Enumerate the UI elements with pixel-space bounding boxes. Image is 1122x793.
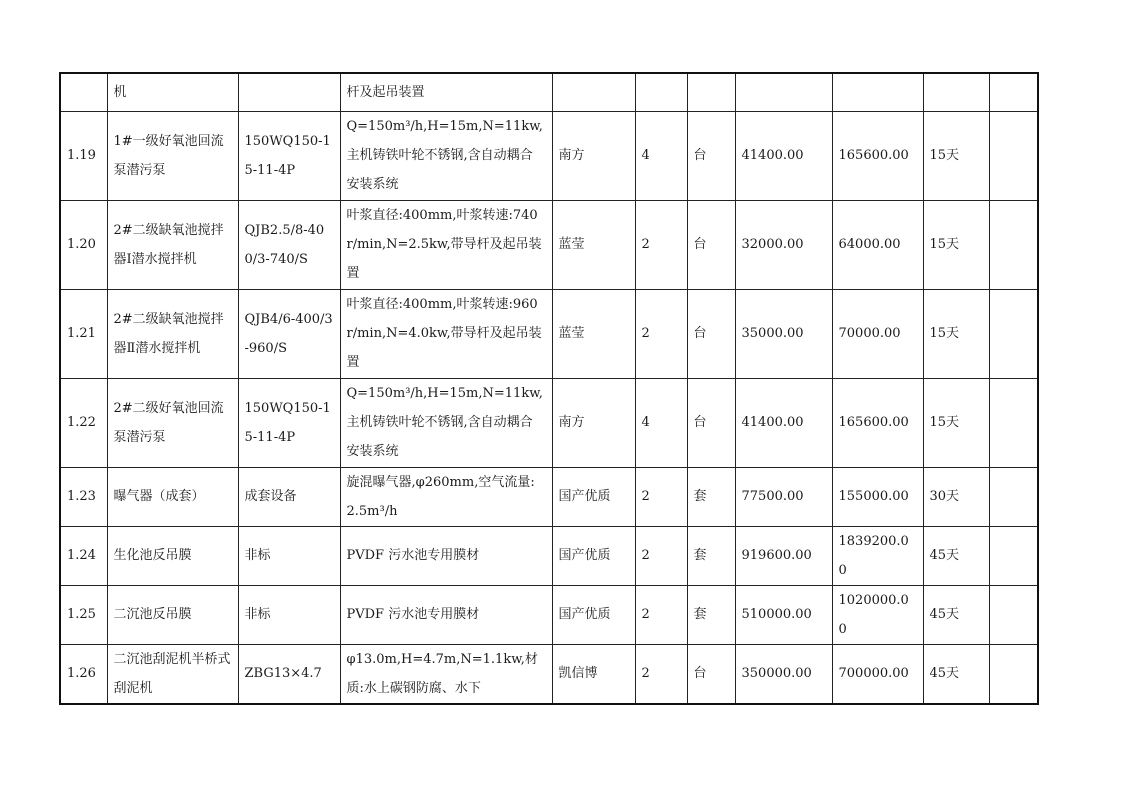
cell-delivery-time <box>923 73 989 111</box>
cell-unit-price <box>735 73 832 111</box>
cell-brand <box>552 73 635 111</box>
cell-unit-price: 41400.00 <box>735 378 832 467</box>
cell-model: QJB2.5/8-400/3-740/S <box>238 200 340 289</box>
cell-quantity: 2 <box>635 526 687 585</box>
cell-equipment-name: 2#二级缺氧池搅拌器Ⅰ潜水搅拌机 <box>107 200 238 289</box>
cell-unit: 套 <box>687 585 735 644</box>
cell-specification: 旋混曝气器,φ260mm,空气流量:2.5m³/h <box>340 467 552 526</box>
cell-brand: 蓝莹 <box>552 200 635 289</box>
cell-unit-price: 919600.00 <box>735 526 832 585</box>
cell-remarks <box>989 526 1038 585</box>
cell-specification: PVDF 污水池专用膜材 <box>340 526 552 585</box>
table-row <box>60 200 1038 289</box>
cell-quantity: 4 <box>635 111 687 200</box>
cell-remarks <box>989 111 1038 200</box>
cell-delivery-time: 30天 <box>923 467 989 526</box>
cell-item-no: 1.24 <box>60 526 107 585</box>
cell-item-no: 1.26 <box>60 644 107 704</box>
cell-equipment-name: 机 <box>107 73 238 111</box>
cell-total-price: 64000.00 <box>832 200 923 289</box>
cell-delivery-time: 15天 <box>923 200 989 289</box>
cell-brand: 凯信博 <box>552 644 635 704</box>
cell-equipment-name: 2#二级好氧池回流泵潜污泵 <box>107 378 238 467</box>
cell-item-no <box>60 73 107 111</box>
cell-equipment-name: 生化池反吊膜 <box>107 526 238 585</box>
cell-model: 150WQ150-15-11-4P <box>238 378 340 467</box>
cell-remarks <box>989 73 1038 111</box>
cell-total-price: 1839200.00 <box>832 526 923 585</box>
cell-equipment-name: 1#一级好氧池回流泵潜污泵 <box>107 111 238 200</box>
cell-remarks <box>989 585 1038 644</box>
cell-item-no: 1.19 <box>60 111 107 200</box>
cell-delivery-time: 45天 <box>923 585 989 644</box>
cell-total-price: 1020000.00 <box>832 585 923 644</box>
cell-quantity: 4 <box>635 378 687 467</box>
cell-specification: 杆及起吊装置 <box>340 73 552 111</box>
cell-brand: 国产优质 <box>552 467 635 526</box>
cell-item-no: 1.23 <box>60 467 107 526</box>
cell-unit: 套 <box>687 526 735 585</box>
cell-quantity: 2 <box>635 467 687 526</box>
cell-total-price <box>832 73 923 111</box>
cell-unit: 台 <box>687 289 735 378</box>
table-row <box>60 111 1038 200</box>
cell-specification: 叶浆直径:400mm,叶浆转速:960r/min,N=4.0kw,带导杆及起吊装置 <box>340 289 552 378</box>
cell-unit-price: 510000.00 <box>735 585 832 644</box>
cell-equipment-name: 二沉池反吊膜 <box>107 585 238 644</box>
cell-quantity <box>635 73 687 111</box>
equipment-table <box>59 72 1039 705</box>
table-row <box>60 644 1038 704</box>
cell-remarks <box>989 644 1038 704</box>
table-row <box>60 526 1038 585</box>
cell-total-price: 165600.00 <box>832 111 923 200</box>
cell-brand: 国产优质 <box>552 526 635 585</box>
table-row <box>60 73 1038 111</box>
cell-model: 非标 <box>238 585 340 644</box>
cell-total-price: 700000.00 <box>832 644 923 704</box>
cell-unit: 台 <box>687 200 735 289</box>
cell-delivery-time: 15天 <box>923 289 989 378</box>
cell-equipment-name: 曝气器（成套） <box>107 467 238 526</box>
cell-model: QJB4/6-400/3-960/S <box>238 289 340 378</box>
cell-specification: PVDF 污水池专用膜材 <box>340 585 552 644</box>
cell-total-price: 70000.00 <box>832 289 923 378</box>
cell-unit: 台 <box>687 378 735 467</box>
table-row <box>60 585 1038 644</box>
cell-total-price: 165600.00 <box>832 378 923 467</box>
cell-delivery-time: 45天 <box>923 526 989 585</box>
cell-item-no: 1.25 <box>60 585 107 644</box>
cell-item-no: 1.22 <box>60 378 107 467</box>
table-body <box>60 73 1038 704</box>
cell-brand: 南方 <box>552 111 635 200</box>
cell-unit-price: 77500.00 <box>735 467 832 526</box>
cell-unit: 套 <box>687 467 735 526</box>
cell-specification: Q=150m³/h,H=15m,N=11kw,主机铸铁叶轮不锈钢,含自动耦合安装系统 <box>340 111 552 200</box>
cell-brand: 国产优质 <box>552 585 635 644</box>
cell-remarks <box>989 467 1038 526</box>
cell-delivery-time: 15天 <box>923 378 989 467</box>
cell-unit-price: 32000.00 <box>735 200 832 289</box>
cell-specification: Q=150m³/h,H=15m,N=11kw,主机铸铁叶轮不锈钢,含自动耦合安装系统 <box>340 378 552 467</box>
cell-unit <box>687 73 735 111</box>
cell-remarks <box>989 200 1038 289</box>
cell-model: 非标 <box>238 526 340 585</box>
cell-equipment-name: 2#二级缺氧池搅拌器Ⅱ潜水搅拌机 <box>107 289 238 378</box>
cell-model: 150WQ150-15-11-4P <box>238 111 340 200</box>
cell-total-price: 155000.00 <box>832 467 923 526</box>
cell-unit-price: 41400.00 <box>735 111 832 200</box>
cell-remarks <box>989 289 1038 378</box>
table-row <box>60 378 1038 467</box>
cell-brand: 南方 <box>552 378 635 467</box>
cell-brand: 蓝莹 <box>552 289 635 378</box>
cell-item-no: 1.20 <box>60 200 107 289</box>
cell-model: ZBG13×4.7 <box>238 644 340 704</box>
cell-item-no: 1.21 <box>60 289 107 378</box>
cell-unit: 台 <box>687 111 735 200</box>
table-row <box>60 467 1038 526</box>
cell-quantity: 2 <box>635 200 687 289</box>
table-row <box>60 289 1038 378</box>
cell-model: 成套设备 <box>238 467 340 526</box>
cell-delivery-time: 45天 <box>923 644 989 704</box>
cell-quantity: 2 <box>635 644 687 704</box>
cell-specification: 叶浆直径:400mm,叶浆转速:740r/min,N=2.5kw,带导杆及起吊装置 <box>340 200 552 289</box>
cell-model <box>238 73 340 111</box>
cell-equipment-name: 二沉池刮泥机半桥式刮泥机 <box>107 644 238 704</box>
cell-unit-price: 350000.00 <box>735 644 832 704</box>
cell-remarks <box>989 378 1038 467</box>
cell-specification: φ13.0m,H=4.7m,N=1.1kw,材质:水上碳钢防腐、水下 <box>340 644 552 704</box>
cell-quantity: 2 <box>635 585 687 644</box>
cell-unit: 台 <box>687 644 735 704</box>
cell-unit-price: 35000.00 <box>735 289 832 378</box>
cell-delivery-time: 15天 <box>923 111 989 200</box>
cell-quantity: 2 <box>635 289 687 378</box>
